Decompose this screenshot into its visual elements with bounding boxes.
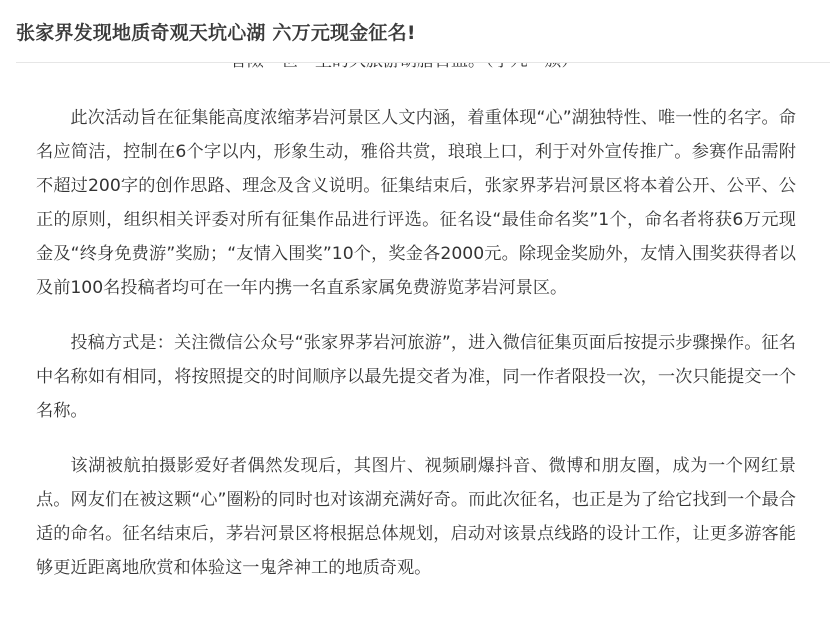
article-title: 张家界发现地质奇观天坑心湖 六万元现金征名! <box>16 22 416 44</box>
article-body <box>36 101 796 606</box>
paragraph-submission-method: 投稿方式是：关注微信公众号“张家界茅岩河旅游”，进入微信征集页面后按提示步骤操作。征名中名称如有相同，将按照提交的时间顺序以最先提交者为准，同一作者限投一次，一次只能提交一个名称。 <box>36 333 796 421</box>
paragraph-lake-background: 该湖被航拍摄影爱好者偶然发现后，其图片、视频刷爆抖音、微博和朋友圈，成为一个网红景点。网友们在被这颗“心”圈粉的同时也对该湖充满好奇。而此次征名，也正是为了给它找到一个最合适的命名。征名结束后，茅岩河景区将根据总体规划，启动对该景点线路的设计工作，让更多游客能够更近距离地欣赏和体验这一鬼斧神工的地质奇观。 <box>36 456 796 578</box>
header-divider <box>16 62 830 63</box>
paragraph-activity-description: 此次活动旨在征集能高度浓缩茅岩河景区人文内涵，着重体现“心”湖独特性、唯一性的名字。命名应简洁，控制在6个字以内，形象生动，雅俗共赏，琅琅上口，利于对外宣传推广。参赛作品需附不超过200字的创作思路、理念及含义说明。征集结束后，张家界茅岩河景区将本着公开、公平、公正的原则，组织相关评委对所有征集作品进行评选。征名设“最佳命名奖”1个，命名者将获6万元现金及“终身免费游”奖励；“友情入围奖”10个，奖金各2000元。除现金奖励外，友情入围奖获得者以及前100名投稿者均可在一年内携一名直系家属免费游览茅岩河景区。 <box>36 108 796 298</box>
article-header <box>0 0 830 62</box>
